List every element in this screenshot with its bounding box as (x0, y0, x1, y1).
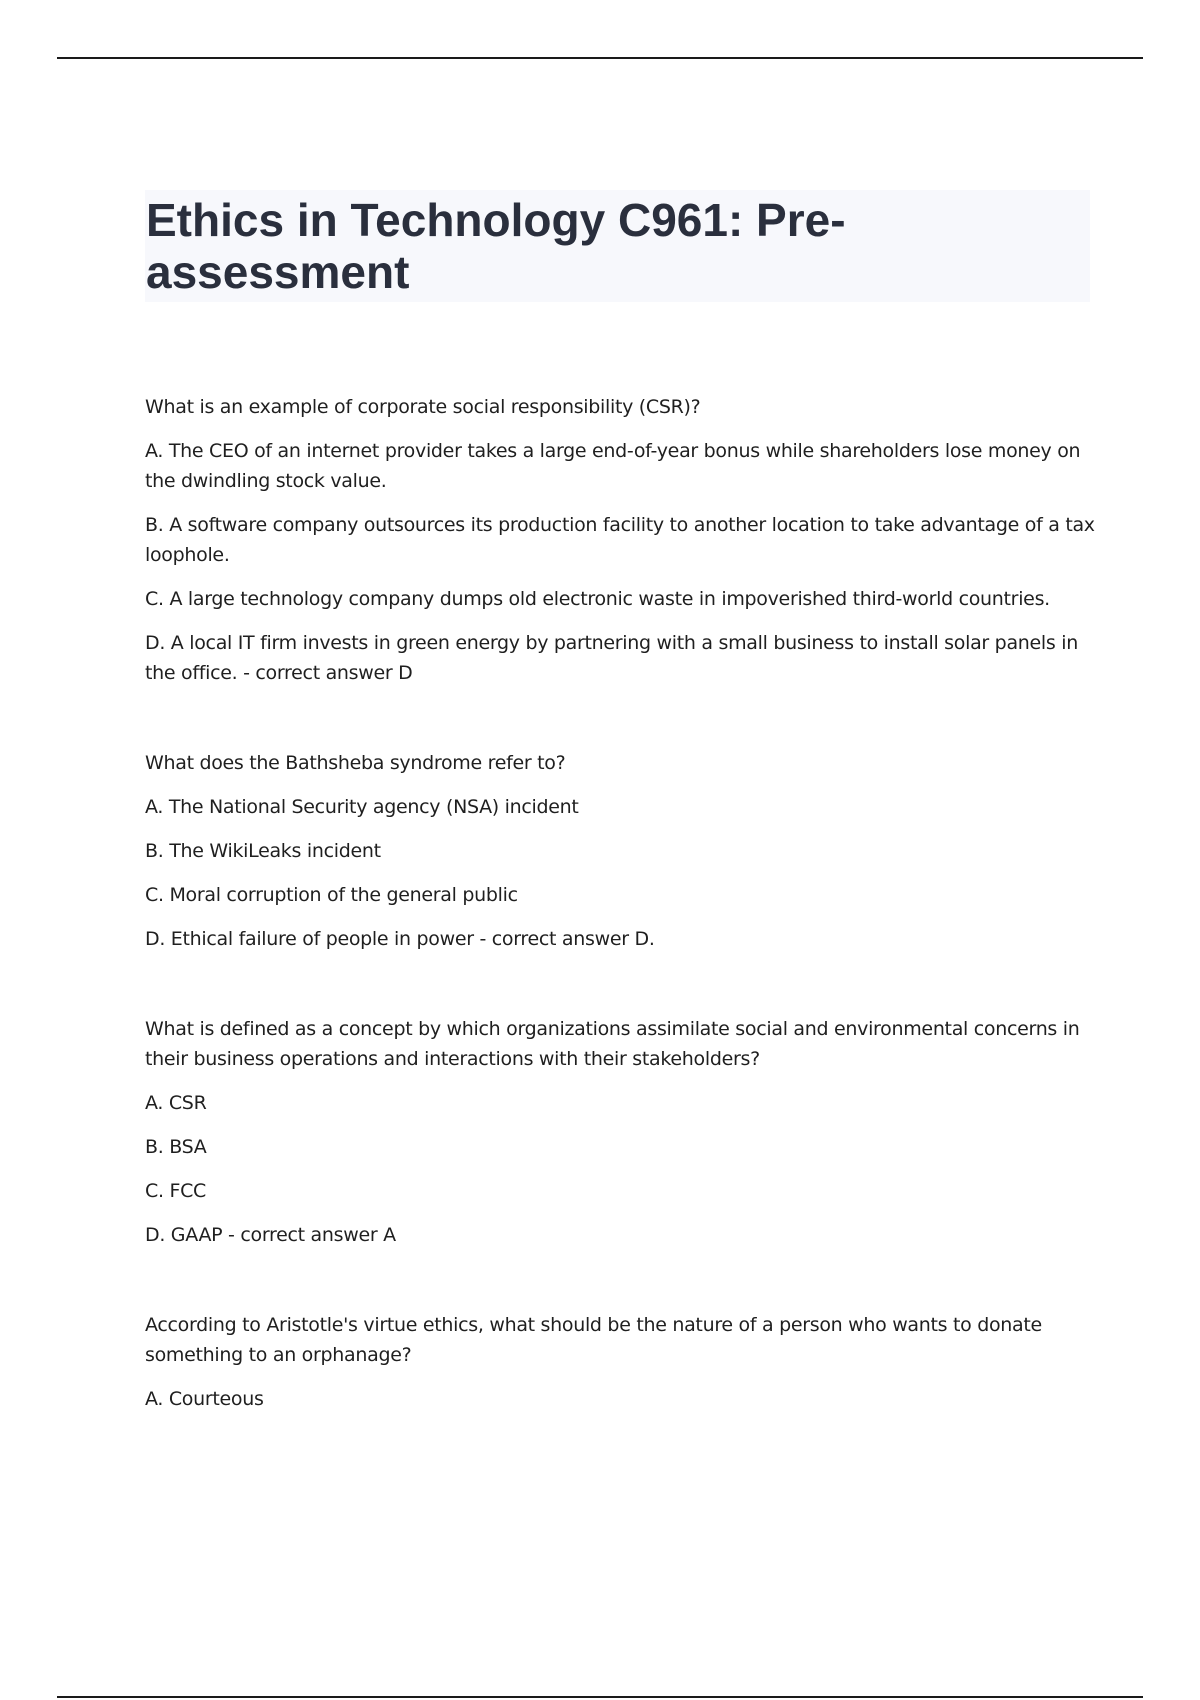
answer-option: D. A local IT firm invests in green energy by partnering with a small business to install solar panels in the office. - correct answer D (145, 632, 1078, 684)
answer-option: A. The National Security agency (NSA) incident (145, 796, 579, 818)
question-2 (145, 748, 1095, 954)
question-prompt: According to Aristotle's virtue ethics, what should be the nature of a person who wants to donate something to an orphanage? (145, 1314, 1042, 1366)
answer-option: B. A software company outsources its production facility to another location to take advantage of a tax loophole. (145, 514, 1095, 566)
answer-option: A. CSR (145, 1092, 207, 1114)
answer-option: B. BSA (145, 1136, 207, 1158)
answer-option: C. FCC (145, 1180, 207, 1202)
question-4 (145, 1310, 1095, 1414)
question-prompt: What does the Bathsheba syndrome refer to? (145, 752, 566, 774)
footer-rule (57, 1696, 1143, 1698)
answer-option: D. Ethical failure of people in power - correct answer D. (145, 928, 655, 950)
question-prompt: What is an example of corporate social responsibility (CSR)? (145, 396, 701, 418)
answer-option: A. Courteous (145, 1388, 264, 1410)
answer-option: C. Moral corruption of the general public (145, 884, 518, 906)
question-prompt: What is defined as a concept by which organizations assimilate social and environmental concerns in their business operations and interactions with their stakeholders? (145, 1018, 1080, 1070)
header-rule (57, 57, 1143, 59)
document-body (145, 392, 1095, 1474)
answer-option: D. GAAP - correct answer A (145, 1224, 396, 1246)
answer-option: B. The WikiLeaks incident (145, 840, 381, 862)
answer-option: C. A large technology company dumps old electronic waste in impoverished third-world countries. (145, 588, 1050, 610)
question-1 (145, 392, 1095, 688)
answer-option: A. The CEO of an internet provider takes a large end-of-year bonus while shareholders lose money on the dwindling stock value. (145, 440, 1081, 492)
question-3 (145, 1014, 1095, 1250)
page-title: Ethics in Technology C961: Pre-assessment (146, 194, 846, 298)
